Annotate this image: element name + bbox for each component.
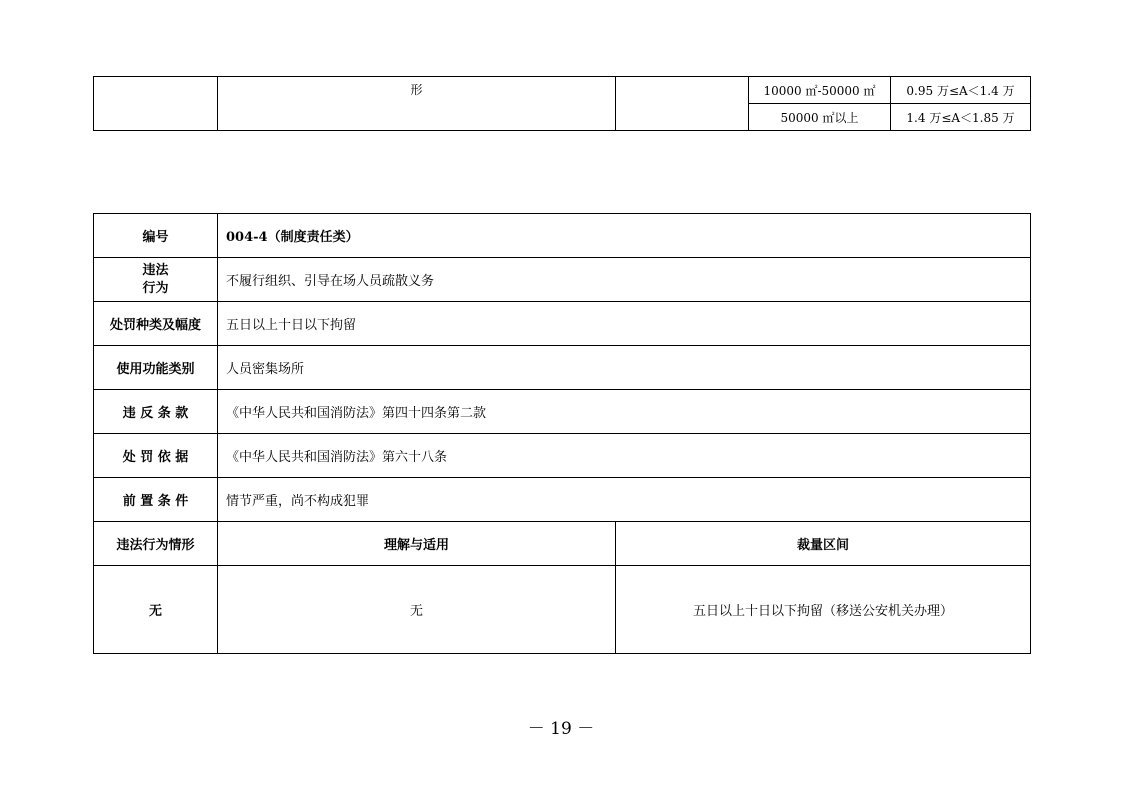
table-row — [94, 434, 1031, 478]
penalty-table — [93, 213, 1031, 654]
label-line: 违法 — [142, 262, 169, 278]
row-value: 不履行组织、引导在场人员疏散义务 — [218, 258, 1031, 302]
area-range: 10000 ㎡-50000 ㎡ — [749, 77, 891, 104]
table-row — [94, 346, 1031, 390]
row-label: 编号 — [94, 214, 218, 258]
label-line: 行为 — [142, 280, 169, 296]
understanding-cell: 无 — [218, 566, 616, 654]
header-situation: 违法行为情形 — [94, 522, 218, 566]
row-label — [94, 258, 218, 302]
page-number: － 19 － — [527, 719, 595, 739]
area-range: 50000 ㎡以上 — [749, 104, 891, 131]
row-label: 使用功能类别 — [94, 346, 218, 390]
row-label: 前 置 条 件 — [94, 478, 218, 522]
fine-amount: 1.4 万≤A＜1.85 万 — [891, 104, 1031, 131]
header-understanding: 理解与适用 — [218, 522, 616, 566]
header-range: 裁量区间 — [616, 522, 1031, 566]
situation-cell: 无 — [94, 566, 218, 654]
row-label: 处 罚 依 据 — [94, 434, 218, 478]
table-row — [94, 77, 1031, 104]
fine-amount: 0.95 万≤A＜1.4 万 — [891, 77, 1031, 104]
row-value: 五日以上十日以下拘留 — [218, 302, 1031, 346]
table-row — [94, 302, 1031, 346]
row-value: 004-4（制度责任类） — [218, 214, 1031, 258]
continued-text: 形 — [218, 77, 616, 131]
table-header-row — [94, 522, 1031, 566]
row-value: 人员密集场所 — [218, 346, 1031, 390]
row-value: 《中华人民共和国消防法》第四十四条第二款 — [218, 390, 1031, 434]
table-row — [94, 566, 1031, 654]
empty-cell — [94, 77, 218, 131]
range-cell: 五日以上十日以下拘留（移送公安机关办理） — [616, 566, 1031, 654]
row-label: 违 反 条 款 — [94, 390, 218, 434]
table-row — [94, 390, 1031, 434]
table-row — [94, 478, 1031, 522]
table-row — [94, 258, 1031, 302]
continued-table — [93, 76, 1031, 131]
row-value: 情节严重，尚不构成犯罪 — [218, 478, 1031, 522]
row-value: 《中华人民共和国消防法》第六十八条 — [218, 434, 1031, 478]
table-row — [94, 214, 1031, 258]
row-label: 处罚种类及幅度 — [94, 302, 218, 346]
empty-cell — [616, 77, 749, 131]
